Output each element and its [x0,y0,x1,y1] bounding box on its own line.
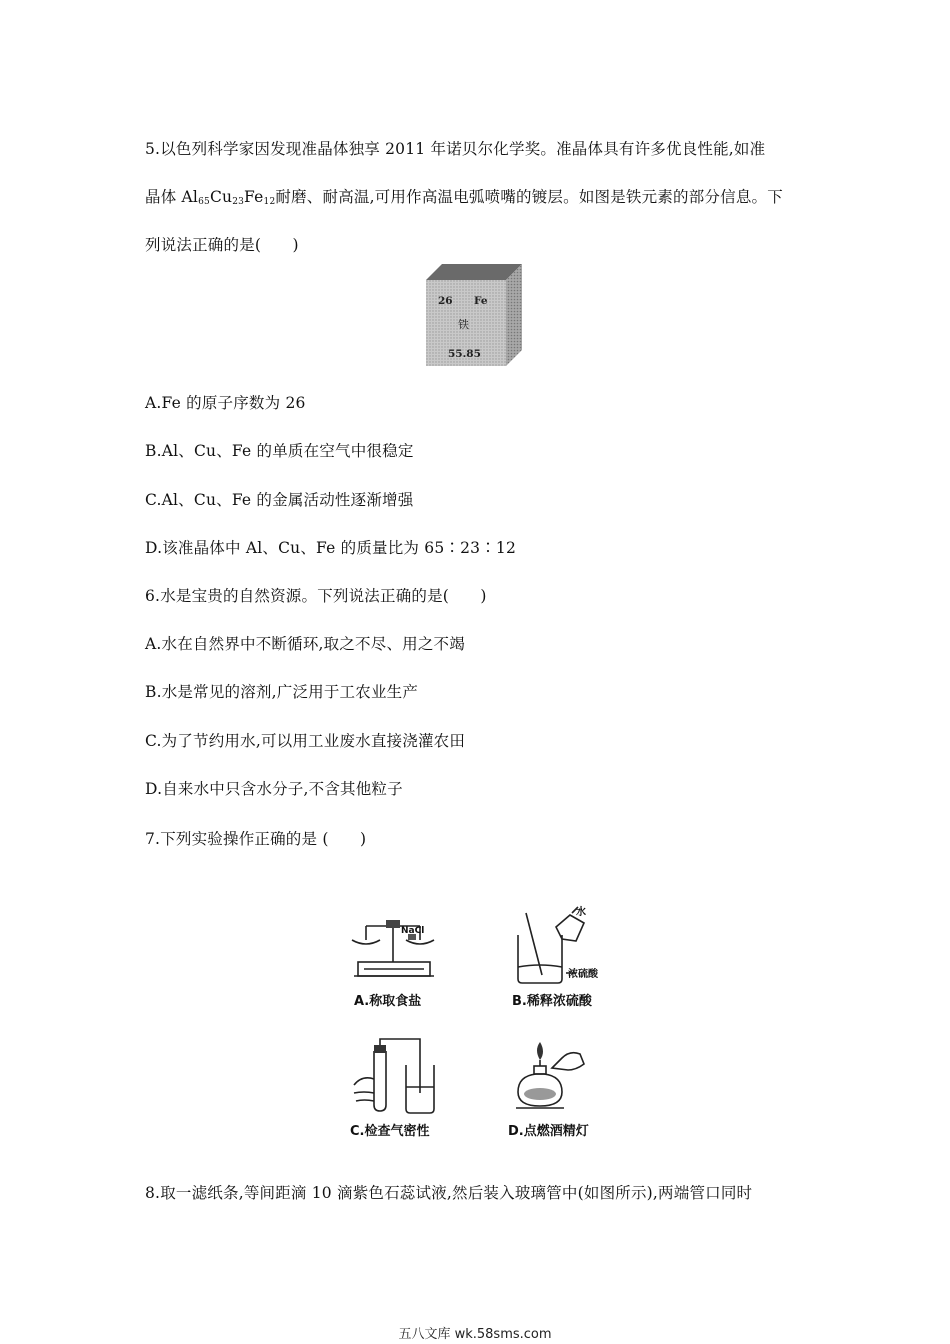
q5-text: Fe [244,188,264,206]
q5-option-c: C.Al、Cu、Fe 的金属活动性逐渐增强 [145,491,414,509]
iron-element-cube [420,262,526,368]
nacl-label: NaCl [401,926,425,936]
caption-a: A.称取食盐 [354,994,422,1009]
caption-d: D.点燃酒精灯 [508,1124,589,1139]
atomic-number: 26 [438,295,453,307]
q6-option-b: B.水是常见的溶剂,广泛用于工农业生产 [145,683,419,701]
dilution-figure [508,905,603,987]
element-name: 铁 [458,318,469,331]
weight-block [386,920,400,928]
q5-stem-line-1: 5.以色列科学家因发现准晶体独享 2011 年诺贝尔化学奖。准晶体具有许多优良性能,如准 [145,140,766,158]
subscript: 65 [198,197,210,207]
q6-option-a: A.水在自然界中不断循环,取之不尽、用之不竭 [145,635,465,653]
caption-b: B.稀释浓硫酸 [512,994,592,1009]
subscript: 12 [263,197,276,207]
atomic-mass: 55.85 [448,348,481,360]
stopper [374,1045,386,1053]
q5-stem-line-2 [145,187,783,207]
q5-stem-line-3: 列说法正确的是( ) [145,236,299,254]
footer-watermark: 五八文库 wk.58sms.com [398,1327,552,1342]
q8-stem-line-1: 8.取一滤纸条,等间距滴 10 滴紫色石蕊试液,然后装入玻璃管中(如图所示),两端管口同时 [145,1184,753,1202]
cube-side-face [506,264,522,366]
flame [537,1042,543,1060]
q5-option-a: A.Fe 的原子序数为 26 [145,394,306,412]
caption-c: C.检查气密性 [350,1124,430,1139]
lamp-alcohol [524,1088,556,1100]
q5-text: 晶体 Al [145,188,199,206]
airtightness-figure [350,1035,440,1117]
subscript: 23 [232,197,245,207]
element-symbol: Fe [474,295,488,307]
q6-option-c: C.为了节约用水,可以用工业废水直接浇灌农田 [145,732,466,750]
water-label: 水 [576,907,586,918]
acid-label: 浓硫酸 [568,969,598,980]
q5-option-d: D.该准晶体中 Al、Cu、Fe 的质量比为 65∶23∶12 [145,539,517,557]
q5-option-b: B.Al、Cu、Fe 的单质在空气中很稳定 [145,442,414,460]
cube-top-face [426,264,522,280]
q6-stem: 6.水是宝贵的自然资源。下列说法正确的是( ) [145,587,487,605]
alcohol-lamp-figure [510,1040,588,1114]
q7-stem: 7.下列实验操作正确的是 ( ) [145,830,367,848]
q5-text: Cu [209,188,233,206]
q6-option-d: D.自来水中只含水分子,不含其他粒子 [145,780,403,798]
q5-text: 耐磨、耐高温,可用作高温电弧喷嘴的镀层。如图是铁元素的部分信息。下 [275,188,783,206]
balance-scale-figure [346,918,442,986]
